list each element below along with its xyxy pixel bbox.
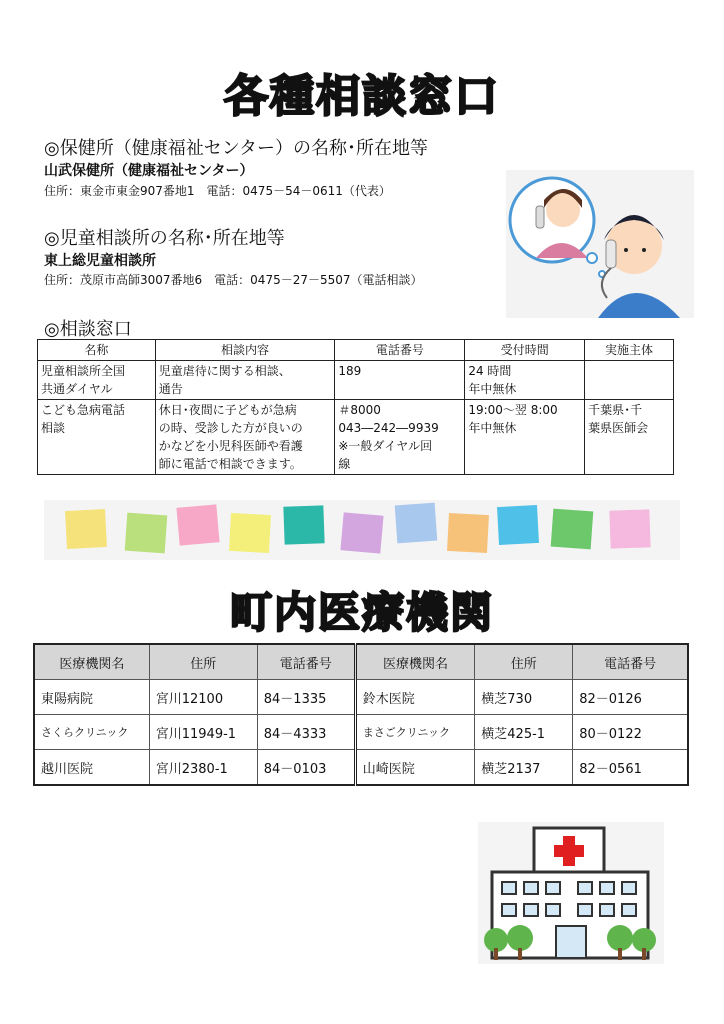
table-cell bbox=[155, 361, 335, 400]
paper-square bbox=[395, 503, 438, 544]
table-row bbox=[38, 400, 674, 475]
column-header: 電話番号 bbox=[573, 644, 688, 680]
medical-table bbox=[33, 643, 689, 786]
table-cell bbox=[465, 400, 585, 475]
cell-line: の時、受診した方が良いの bbox=[158, 421, 303, 435]
table-row bbox=[38, 361, 674, 400]
cell-line: 児童相談所全国 bbox=[41, 364, 126, 378]
medical-section-title: 町内医療機関 bbox=[229, 588, 494, 637]
cell-line: 189 bbox=[338, 364, 362, 378]
table-cell bbox=[38, 361, 156, 400]
table-row bbox=[34, 750, 688, 786]
hospital-illustration bbox=[478, 822, 664, 964]
paper-square bbox=[176, 504, 219, 545]
cell-line: かなどを小児科医師や看護 bbox=[158, 439, 303, 453]
table-cell bbox=[585, 400, 674, 475]
table-cell: 宮川11949-1 bbox=[149, 715, 257, 750]
column-header: 電話番号 bbox=[335, 340, 465, 361]
column-header: 電話番号 bbox=[257, 644, 355, 680]
table-cell bbox=[155, 400, 335, 475]
table-cell bbox=[335, 400, 465, 475]
column-header: 名称 bbox=[38, 340, 156, 361]
colored-paper-decoration bbox=[44, 500, 680, 560]
table-row bbox=[34, 715, 688, 750]
cell-line: 師に電話で相談できます。 bbox=[158, 457, 302, 471]
column-header: 住所 bbox=[475, 644, 573, 680]
paper-square bbox=[283, 505, 324, 544]
column-header: 相談内容 bbox=[155, 340, 335, 361]
child-guidance-heading: ◎児童相談所の名称･所在地等 bbox=[44, 228, 285, 249]
paper-square bbox=[447, 513, 489, 553]
table-cell: 84－4333 bbox=[257, 715, 355, 750]
table-cell: 東陽病院 bbox=[34, 680, 149, 715]
table-header-row bbox=[38, 340, 674, 361]
paper-square bbox=[65, 509, 107, 549]
table-cell: 横芝425-1 bbox=[475, 715, 573, 750]
cell-line: 043―242―9939 bbox=[338, 421, 439, 435]
column-header: 医療機関名 bbox=[355, 644, 475, 680]
table-cell: 越川医院 bbox=[34, 750, 149, 786]
table-cell: 宮川2380-1 bbox=[149, 750, 257, 786]
table-cell: 鈴木医院 bbox=[355, 680, 475, 715]
child-guidance-address: 住所：茂原市高師3007番地6 電話：0475－27－5507（電話相談） bbox=[44, 273, 423, 287]
paper-square bbox=[551, 509, 594, 550]
column-header: 受付時間 bbox=[465, 340, 585, 361]
consult-heading: ◎相談窓口 bbox=[44, 319, 132, 340]
consult-table bbox=[37, 339, 674, 475]
table-cell: 横芝730 bbox=[475, 680, 573, 715]
cell-line: 葉県医師会 bbox=[588, 421, 649, 435]
table-cell: 82－0561 bbox=[573, 750, 688, 786]
health-center-name: 山武保健所（健康福祉センター） bbox=[44, 163, 254, 179]
cell-line: 休日･夜間に子どもが急病 bbox=[158, 403, 297, 417]
cell-line: 24 時間 bbox=[468, 364, 512, 378]
cell-line: 共通ダイヤル bbox=[41, 382, 113, 396]
table-cell: 84－1335 bbox=[257, 680, 355, 715]
table-row bbox=[34, 680, 688, 715]
child-guidance-name: 東上総児童相談所 bbox=[44, 253, 156, 269]
health-center-address: 住所：東金市東金907番地1 電話：0475－54－0611（代表） bbox=[44, 184, 391, 198]
paper-square bbox=[497, 505, 539, 545]
table-cell bbox=[335, 361, 465, 400]
cell-line: 線 bbox=[338, 457, 351, 471]
table-header-row bbox=[34, 644, 688, 680]
column-header: 住所 bbox=[149, 644, 257, 680]
cell-line: 19:00～翌 8:00 bbox=[468, 403, 558, 417]
table-cell bbox=[38, 400, 156, 475]
paper-square bbox=[229, 513, 271, 553]
table-cell bbox=[585, 361, 674, 400]
cell-line: こども急病電話 bbox=[41, 403, 126, 417]
table-cell: 山崎医院 bbox=[355, 750, 475, 786]
cell-line: 相談 bbox=[41, 421, 66, 435]
paper-square bbox=[125, 513, 168, 554]
phone-call-illustration bbox=[506, 170, 694, 318]
cell-line: 年中無休 bbox=[468, 382, 517, 396]
table-cell: 横芝2137 bbox=[475, 750, 573, 786]
table-cell: さくらクリニック bbox=[34, 715, 149, 750]
table-cell: 84－0103 bbox=[257, 750, 355, 786]
cell-line: 年中無休 bbox=[468, 421, 517, 435]
cell-line: ＃8000 bbox=[338, 403, 381, 417]
table-cell: 82－0126 bbox=[573, 680, 688, 715]
cell-line: 千葉県･千 bbox=[588, 403, 643, 417]
table-cell bbox=[465, 361, 585, 400]
column-header: 実施主体 bbox=[585, 340, 674, 361]
paper-square bbox=[340, 512, 383, 553]
table-cell: まさごクリニック bbox=[355, 715, 475, 750]
cell-line: 通告 bbox=[158, 382, 183, 396]
cell-line: 児童虐待に関する相談、 bbox=[158, 364, 291, 378]
health-center-heading: ◎保健所（健康福祉センター）の名称･所在地等 bbox=[44, 138, 428, 159]
table-cell: 80－0122 bbox=[573, 715, 688, 750]
paper-square bbox=[609, 509, 650, 548]
table-cell: 宮川12100 bbox=[149, 680, 257, 715]
cell-line: ※一般ダイヤル回 bbox=[338, 439, 433, 453]
page-title: 各種相談窓口 bbox=[224, 71, 500, 122]
column-header: 医療機関名 bbox=[34, 644, 149, 680]
